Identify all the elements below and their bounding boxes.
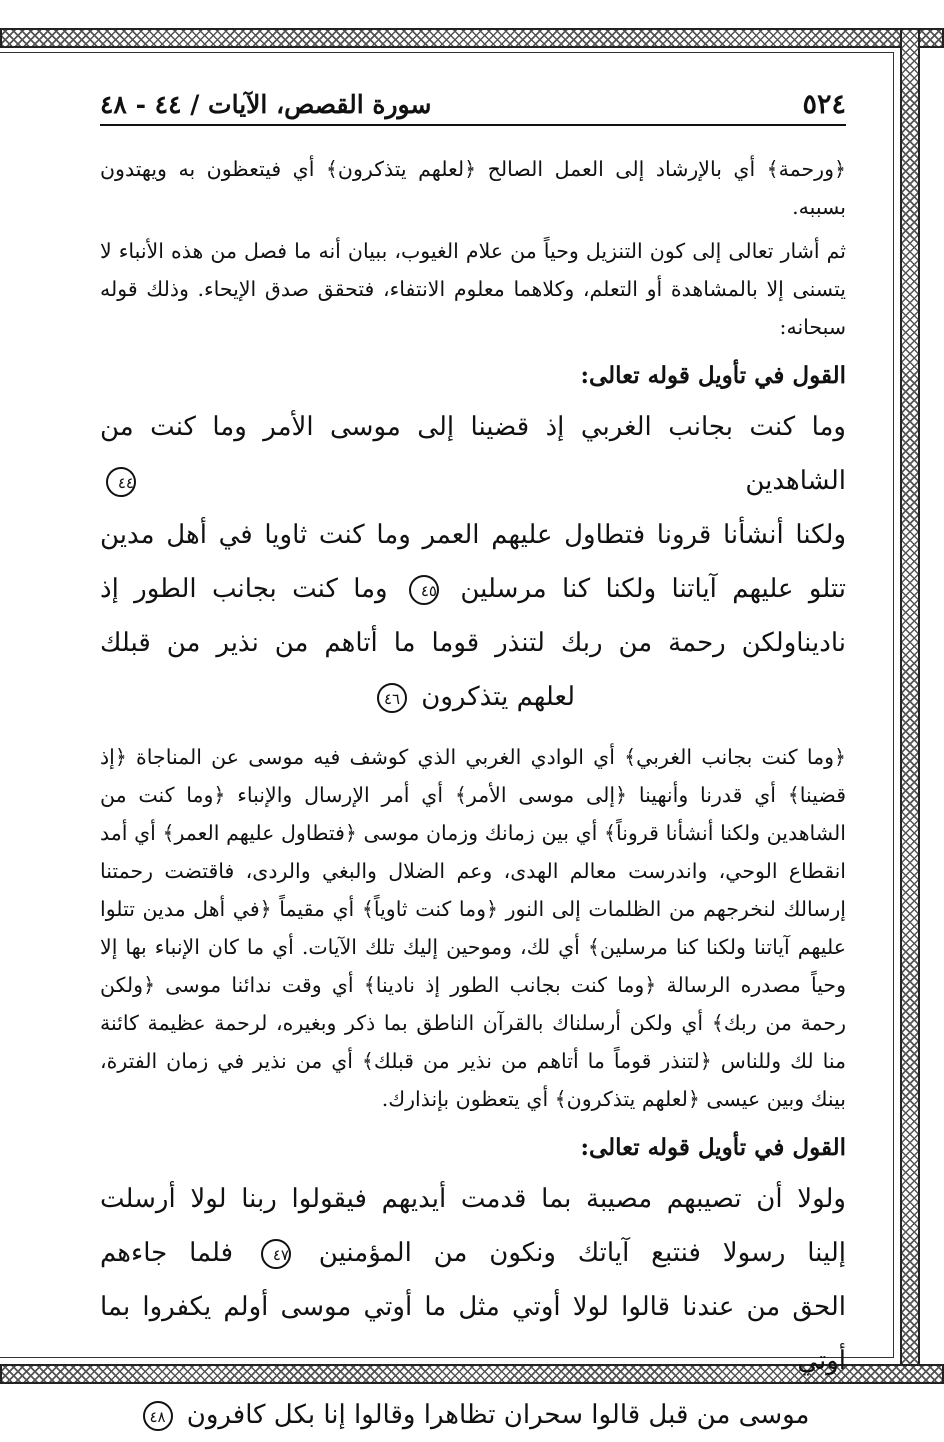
section-heading: القول في تأويل قوله تعالى: — [580, 362, 846, 389]
verse-number-marker: ٤٤ — [106, 467, 136, 497]
verse-number-marker: ٤٥ — [409, 575, 439, 605]
page-number: ٥٢٤ — [802, 88, 846, 120]
ornamental-border-top — [0, 28, 944, 48]
page-content — [100, 150, 847, 1430]
verse-line: ناديناولكن رحمة من ربك لتنذر قوما ما أتاهم من نذير من قبلك — [100, 628, 846, 658]
paragraph: ثم أشار تعالى إلى كون التنزيل وحياً من علام الغيوب، ببيان أنه ما فصل من هذه الأنباء لا يتسنى إلا بالمشاهدة أو التعلم، وكلاهما معلوم الانتفاء، فتحقق صدق الإيحاء. وذلك قوله سبحانه: — [100, 239, 846, 339]
verse-line — [100, 1388, 846, 1442]
header-title: سورة القصص، الآيات / ٤٤ - ٤٨ — [100, 89, 432, 119]
verse-text: موسى من قبل قالوا سحران تظاهرا وقالوا إنا بكل كافرون — [186, 1400, 810, 1430]
ornamental-border-right — [900, 28, 920, 1384]
verse-line: ولولا أن تصيبهم مصيبة بما قدمت أيديهم فيقولوا ربنا لولا أرسلت — [100, 1184, 846, 1214]
verse-number-marker: ٤٦ — [377, 683, 407, 713]
verse-line: الحق من عندنا قالوا لولا أوتي مثل ما أوتي موسى أولم يكفروا بما أوتي — [100, 1292, 846, 1376]
page-header — [100, 84, 846, 126]
verse-text: لعلهم يتذكرون — [421, 682, 575, 712]
quran-verse-block — [100, 1172, 846, 1442]
verse-text: وما كنت بجانب الطور إذ — [100, 574, 388, 604]
section-heading: القول في تأويل قوله تعالى: — [580, 1134, 846, 1161]
verse-text: تتلو عليهم آياتنا ولكنا كنا مرسلين — [460, 574, 847, 604]
verse-text: فلما جاءهم — [100, 1238, 234, 1268]
verse-text: إلينا رسولا فنتبع آياتك ونكون من المؤمنين — [318, 1238, 847, 1268]
quran-verse-block — [100, 400, 846, 724]
verse-number-marker: ٤٨ — [143, 1401, 173, 1431]
verse-number-marker: ٤٧ — [261, 1239, 291, 1269]
paragraph: ﴿ورحمة﴾ أي بالإرشاد إلى العمل الصالح ﴿لعلهم يتذكرون﴾ أي فيتعظون به ويهتدون بسببه. — [100, 157, 846, 219]
commentary-paragraph: ﴿وما كنت بجانب الغربي﴾ أي الوادي الغربي الذي كوشف فيه موسى عن المناجاة ﴿إذ قضينا﴾ أي قدرنا وأنهينا ﴿إلى موسى الأمر﴾ أي أمر الإرسال والإنباء ﴿وما كنت من الشاهدين ولكنا أنشأنا قروناً﴾ أي بين زمانك وزمان موسى ﴿فتطاول عليهم العمر﴾ أي أمد انقطاع الوحي، واندرست معالم الهدى، وعم الضلال والبغي والردى، فاقتضت رحمتنا إرسالك لنخرجهم من الظلمات إلى النور ﴿وما كنت ثاوياً﴾ أي مقيماً ﴿في أهل مدين تتلوا عليهم آياتنا ولكنا كنا مرسلين﴾ أي لك، وموحين إليك تلك الآيات. أي ما كان الإنباء بها إلا وحياً مصدره الرسالة ﴿وما كنت بجانب الطور إذ نادينا﴾ أي وقت ندائنا موسى ﴿ولكن رحمة من ربك﴾ أي ولكن أرسلناك بالقرآن الناطق بما ذكر وبغيره، لرحمة عظيمة كائنة منا لك وللناس ﴿لتنذر قوماً ما أتاهم من نذير من قبلك﴾ أي من نذير في زمان الفترة، بينك وبين عيسى ﴿لعلهم يتذكرون﴾ أي يتعظون بإنذارك. — [100, 745, 846, 1111]
verse-line: ولكنا أنشأنا قرونا فتطاول عليهم العمر وما كنت ثاويا في أهل مدين — [100, 520, 846, 550]
verse-line — [100, 400, 846, 508]
verse-line — [100, 1226, 846, 1280]
verse-text: وما كنت بجانب الغربي إذ قضينا إلى موسى الأمر وما كنت من الشاهدين — [100, 412, 846, 496]
verse-line — [100, 562, 846, 616]
verse-line — [100, 670, 846, 724]
